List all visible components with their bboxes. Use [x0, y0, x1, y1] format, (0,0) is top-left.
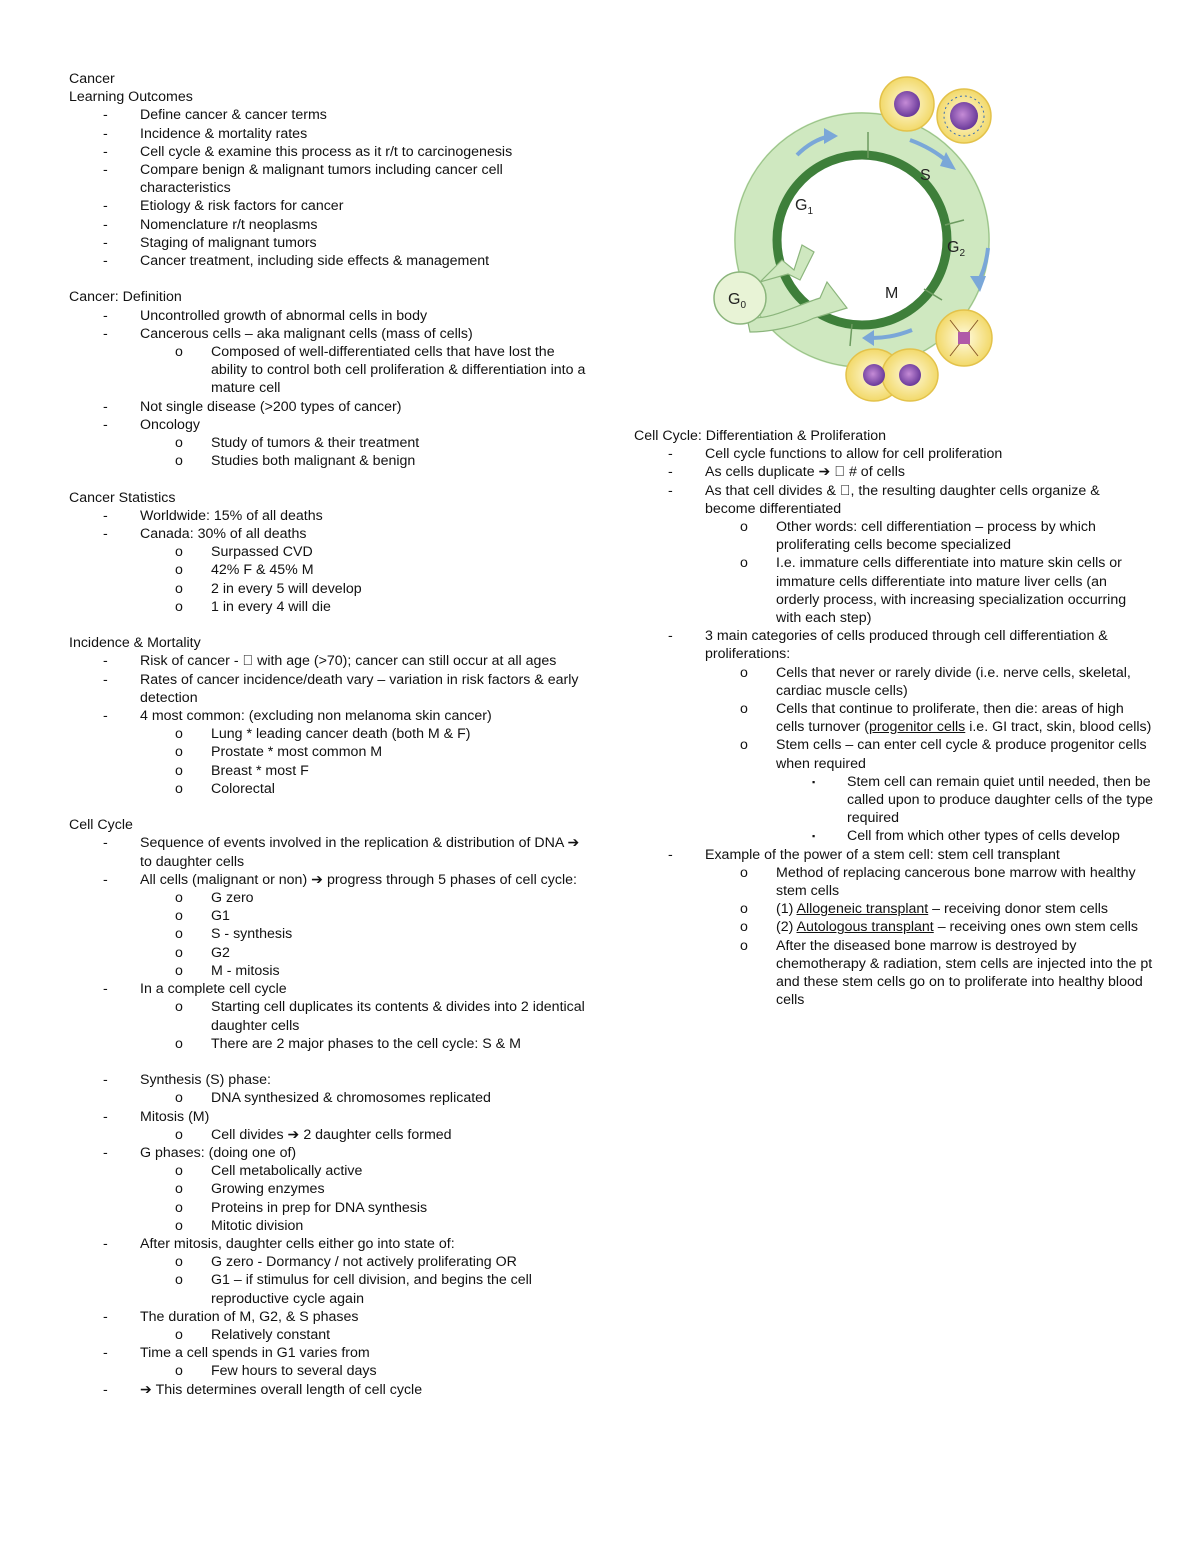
phase-g1-label: $G_1$ [795, 197, 814, 217]
phase-g0-label: $G_0$ [728, 291, 747, 311]
list-item: ▪ Stem cell can remain quiet until needed, then be called upon to produce daughter cells of the type required [812, 773, 1154, 827]
list-item: - Compare benign & malignant tumors including cancer cell characteristics [103, 162, 503, 197]
list-item: - Cell cycle & examine this process as it r/t to carcinogenesis [103, 143, 513, 160]
list-item: - Risk of cancer -   with age (>70); cancer can still occur at all ages [103, 653, 557, 670]
list-item: o Composed of well-differentiated cells that have lost the ability to control both cell proliferation & differentiation into a mature cell [175, 344, 586, 397]
list-item: - Cancer treatment, including side effects & management [103, 253, 490, 270]
list-item: o Studies both malignant & benign [175, 453, 416, 470]
list-item: o S - synthesis [175, 926, 293, 943]
incidence-heading: Incidence & Mortality [69, 635, 201, 652]
list-item: o Surpassed CVD [175, 544, 313, 561]
list-item: ▪ Cell from which other types of cells develop [812, 828, 1120, 845]
cell-illustration-g1 [880, 77, 934, 131]
list-item: - 4 most common: (excluding non melanoma skin cancer) o Lung * leading cancer death (both M & F) o Prostate * most common M o Breast * most F o Colorectal [69, 707, 589, 798]
list-item: o Cell metabolically active [175, 1163, 363, 1180]
differentiation-heading: Cell Cycle: Differentiation & Proliferation [634, 428, 887, 444]
list-item: o G zero - Dormancy / not actively proliferating OR [175, 1254, 517, 1271]
list-item: o Few hours to several days [175, 1363, 377, 1380]
differentiation-list [634, 445, 1154, 1009]
list-item: o G2 [175, 944, 230, 961]
right-column [634, 427, 1154, 1010]
definition-list [69, 307, 589, 471]
list-item: o Lung * leading cancer death (both M & F) [175, 726, 471, 743]
list-item: o Cells that continue to proliferate, then die: areas of high cells turnover (progenitor cells i.e. GI tract, skin, blood cells) [740, 701, 1152, 736]
list-item: o Starting cell duplicates its contents & divides into 2 identical daughter cells [175, 999, 585, 1034]
list-item: - Mitosis (M) o Cell divides ➔ 2 daughter cells formed [69, 1108, 589, 1144]
list-item: o M - mitosis [175, 962, 280, 979]
list-item: o (2) Autologous transplant – receiving ones own stem cells [740, 919, 1138, 936]
statistics-list [69, 507, 589, 616]
list-item: o After the diseased bone marrow is destroyed by chemotherapy & radiation, stem cells are injected into the pt and these stem cells go on to proliferate into healthy blood cells [740, 937, 1153, 1009]
list-item: o Proteins in prep for DNA synthesis [175, 1199, 428, 1216]
list-item: o Growing enzymes [175, 1181, 325, 1198]
list-item: - Incidence & mortality rates [103, 125, 308, 142]
list-item: - Sequence of events involved in the replication & distribution of DNA ➔ to daughter cells [103, 835, 580, 870]
list-item: o G1 [175, 908, 230, 925]
document-title: Cancer [69, 71, 115, 87]
definition-heading: Cancer: Definition [69, 289, 182, 306]
cellcycle-list-continued [69, 1071, 589, 1399]
list-item: o 42% F & 45% M [175, 562, 314, 579]
list-item: o 1 in every 4 will die [175, 598, 331, 615]
list-item: - 3 main categories of cells produced through cell differentiation & proliferations: o Cells that never or rarely divide (i.e. nerve cells, skeletal, cardiac muscle cells) o Cells that continue to proliferate, then die: areas of high cells turnover (progenitor cells i.e. GI tract, skin, blood cells) o Stem cells – can enter cell cycle & produce progenitor cells when required ▪ Stem cell can remain quiet until needed, then be called upon to produce daughter cells of the type required ▪ Cell from which other types of cells develop [634, 627, 1154, 845]
list-item: - The duration of M, G2, & S phases o Relatively constant [69, 1308, 589, 1344]
list-item: o Stem cells – can enter cell cycle & produce progenitor cells when required ▪ Stem cell can remain quiet until needed, then be called upon to produce daughter cells of the type required ▪ Cell from which other types of cells develop [634, 736, 1154, 845]
incidence-list [69, 652, 589, 798]
list-item: - Time a cell spends in G1 varies from o Few hours to several days [69, 1344, 589, 1380]
statistics-heading: Cancer Statistics [69, 489, 176, 506]
list-item: - Uncontrolled growth of abnormal cells in body [103, 307, 428, 324]
list-item: o Relatively constant [175, 1326, 331, 1343]
list-item: - Cancerous cells – aka malignant cells (mass of cells) o Composed of well-differentiated cells that have lost the ability to control both cell proliferation & differentiation into a mature cell [69, 325, 589, 398]
list-item: o G zero [175, 890, 254, 907]
list-item: o Mitotic division [175, 1217, 304, 1234]
list-item: - Etiology & risk factors for cancer [103, 198, 344, 215]
cell-cycle-diagram [702, 70, 1022, 410]
phase-g2-label: $G_2$ [947, 239, 966, 259]
list-item: o Study of tumors & their treatment [175, 435, 420, 452]
cell-illustration-telophase [846, 349, 938, 401]
list-item: - ➔ This determines overall length of cell cycle [103, 1381, 423, 1398]
list-item: o Breast * most F [175, 762, 309, 779]
cellcycle-heading: Cell Cycle [69, 817, 133, 834]
list-item: - Synthesis (S) phase: o DNA synthesized & chromosomes replicated [69, 1071, 589, 1107]
list-item: - In a complete cell cycle o Starting cell duplicates its contents & divides into 2 identical daughter cells o There are 2 major phases to the cell cycle: S & M [69, 980, 589, 1053]
cellcycle-list [69, 834, 589, 1052]
list-item: - Rates of cancer incidence/death vary – variation in risk factors & early detection [103, 671, 579, 706]
list-item: - Worldwide: 15% of all deaths [103, 507, 323, 524]
list-item: o Cell divides ➔ 2 daughter cells formed [175, 1126, 452, 1143]
list-item: - After mitosis, daughter cells either go into state of: o G zero - Dormancy / not actively proliferating OR o G1 – if stimulus for cell division, and begins the cell reproductive cycle again [69, 1235, 589, 1308]
list-item: o DNA synthesized & chromosomes replicated [175, 1090, 491, 1107]
list-item: o 2 in every 5 will develop [175, 580, 362, 597]
phase-m-label: M [885, 285, 899, 302]
list-item: o Prostate * most common M [175, 744, 383, 761]
left-column [69, 70, 589, 1399]
list-item: o I.e. immature cells differentiate into mature skin cells or immature cells differentiate into mature liver cells (an orderly process, with increasing specialization occurring with each step) [740, 555, 1127, 627]
cell-illustration-s [937, 89, 991, 143]
list-item: - Example of the power of a stem cell: stem cell transplant o Method of replacing cancerous bone marrow with healthy stem cells o (1) Allogeneic transplant – receiving donor stem cells o (2) Autologous transplant – receiving ones own stem cells o After the diseased bone marrow is destroyed by chemotherapy & radiation, stem cells are injected into the pt and these stem cells go on to proliferate into healthy blood cells [634, 846, 1154, 1010]
list-item: - Nomenclature r/t neoplasms [103, 216, 318, 233]
cell-illustration-metaphase [936, 310, 992, 366]
list-item: - Cell cycle functions to allow for cell proliferation [668, 446, 1003, 463]
list-item: o (1) Allogeneic transplant – receiving donor stem cells [740, 901, 1109, 918]
list-item: - As that cell divides &  , the resulting daughter cells organize & become differentiated o Other words: cell differentiation – process by which proliferating cells become specialized o I.e. immature cells differentiate into mature skin cells or immature cells differentiate into mature liver cells (an orderly process, with increasing specialization occurring with each step) [634, 482, 1154, 628]
list-item: o Other words: cell differentiation – process by which proliferating cells become specialized [740, 519, 1096, 554]
list-item: - Staging of malignant tumors [103, 234, 317, 251]
list-item: - All cells (malignant or non) ➔ progress through 5 phases of cell cycle: o G zero o G1 o S - synthesis o G2 o M - mitosis [69, 871, 589, 980]
list-item: - G phases: (doing one of) o Cell metabolically active o Growing enzymes o Proteins in prep for DNA synthesis o Mitotic division [69, 1144, 589, 1235]
list-item: o There are 2 major phases to the cell cycle: S & M [175, 1035, 521, 1052]
list-item: - Define cancer & cancer terms [103, 107, 327, 124]
phase-s-label: S [920, 167, 931, 184]
list-item: o Colorectal [175, 780, 275, 797]
list-item: - Oncology o Study of tumors & their treatment o Studies both malignant & benign [69, 416, 589, 471]
list-item: - Canada: 30% of all deaths o Surpassed CVD o 42% F & 45% M o 2 in every 5 will develop o 1 in every 4 will die [69, 525, 589, 616]
outcomes-heading: Learning Outcomes [69, 89, 193, 106]
list-item: o Method of replacing cancerous bone marrow with healthy stem cells [740, 864, 1136, 900]
list-item: - Not single disease (>200 types of cancer) [103, 398, 402, 415]
list-item: - As cells duplicate ➔   # of cells [668, 464, 905, 481]
list-item: o G1 – if stimulus for cell division, and begins the cell reproductive cycle again [175, 1272, 532, 1307]
list-item: o Cells that never or rarely divide (i.e. nerve cells, skeletal, cardiac muscle cells) [740, 664, 1131, 699]
outcomes-list [69, 106, 589, 270]
